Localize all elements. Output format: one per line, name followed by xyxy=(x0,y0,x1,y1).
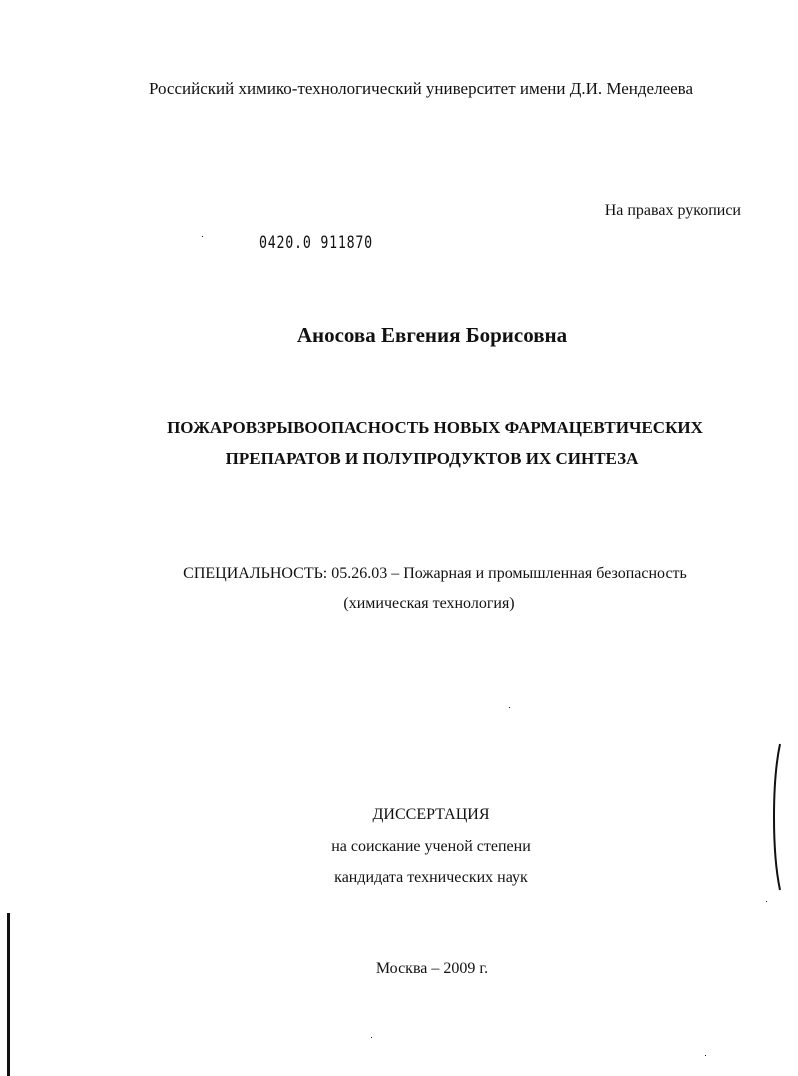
scan-speck xyxy=(705,1055,706,1056)
university-name: Российский химико-технологический университет имени Д.И. Менделеева xyxy=(148,79,694,98)
scan-speck xyxy=(509,707,510,708)
scan-speck xyxy=(371,1037,372,1038)
archive-number-stamp: 0420.0 911870 xyxy=(259,233,373,253)
scan-edge-mark xyxy=(7,913,10,1076)
degree-line-1: на соискание ученой степени xyxy=(331,838,531,855)
author-name: Аносова Евгения Борисовна xyxy=(296,323,568,347)
scan-bracket-mark xyxy=(770,742,784,892)
scan-speck xyxy=(766,901,767,902)
rights-note: На правах рукописи xyxy=(604,202,741,219)
city-year: Москва – 2009 г. xyxy=(375,960,489,977)
scan-speck xyxy=(202,236,203,237)
degree-line-2: кандидата технических наук xyxy=(334,869,528,886)
thesis-title-line-1: ПОЖАРОВЗРЫВООПАСНОСТЬ НОВЫХ ФАРМАЦЕВТИЧЕСКИХ xyxy=(167,418,703,437)
specialty-line-1: СПЕЦИАЛЬНОСТЬ: 05.26.03 – Пожарная и промышленная безопасность xyxy=(183,565,687,582)
specialty-line-2: (химическая технология) xyxy=(343,595,515,612)
work-type: ДИССЕРТАЦИЯ xyxy=(372,806,490,823)
thesis-title-line-2: ПРЕПАРАТОВ И ПОЛУПРОДУКТОВ ИХ СИНТЕЗА xyxy=(225,449,639,468)
